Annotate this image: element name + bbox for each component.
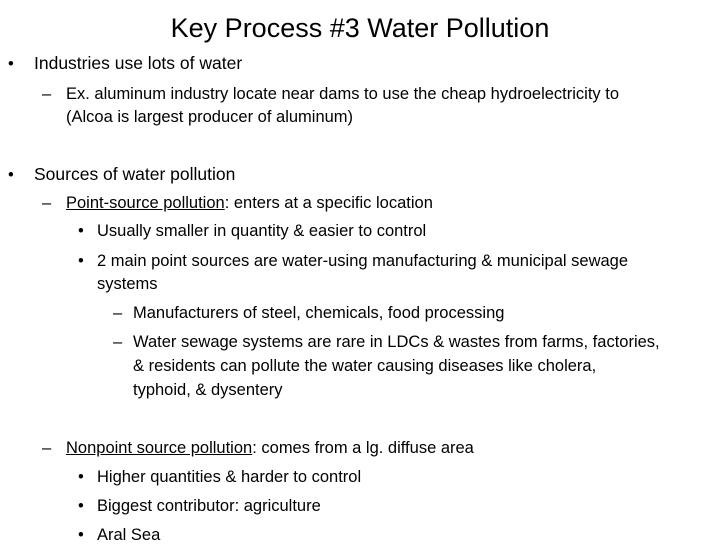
- bullet-marker: •: [8, 55, 14, 73]
- point-source-smaller: Usually smaller in quantity & easier to control: [97, 222, 427, 240]
- nonpoint-source-term: Nonpoint source pollution: [66, 439, 253, 457]
- bullet-marker: •: [78, 497, 84, 515]
- bullet-marker: •: [78, 252, 84, 270]
- dash-marker: –: [42, 439, 52, 457]
- bullet-sources-pollution: Sources of water pollution: [34, 164, 236, 184]
- dash-marker: –: [42, 85, 52, 103]
- sub-aluminum-line1: Ex. aluminum industry locate near dams to use the cheap hydroelectricity to: [66, 85, 620, 103]
- sewage-line1: Water sewage systems are rare in LDCs & wastes from farms, factories,: [133, 333, 660, 351]
- nonpoint-agriculture: Biggest contributor: agriculture: [97, 497, 321, 515]
- manufacturers-item: Manufacturers of steel, chemicals, food processing: [133, 304, 505, 322]
- point-source-main-line2: systems: [97, 275, 158, 293]
- sewage-line2: & residents can pollute the water causing diseases like cholera,: [133, 357, 597, 375]
- nonpoint-aral-sea: Aral Sea: [97, 526, 161, 544]
- nonpoint-source-heading: [66, 438, 474, 458]
- nonpoint-higher-quantities: Higher quantities & harder to control: [97, 468, 362, 486]
- sewage-line3: typhoid, & dysentery: [133, 381, 283, 399]
- point-source-heading: [66, 193, 433, 213]
- dash-marker: –: [113, 304, 123, 322]
- bullet-industries-water: Industries use lots of water: [34, 53, 243, 73]
- sub-aluminum-line2: (Alcoa is largest producer of aluminum): [66, 108, 354, 126]
- bullet-marker: •: [78, 468, 84, 486]
- point-source-main-line1: 2 main point sources are water-using manufacturing & municipal sewage: [97, 252, 629, 270]
- dash-marker: –: [42, 194, 52, 212]
- point-source-term: Point-source pollution: [66, 194, 225, 212]
- dash-marker: –: [113, 333, 123, 351]
- bullet-marker: •: [78, 526, 84, 544]
- point-source-desc: : enters at a specific location: [224, 194, 433, 212]
- nonpoint-source-desc: : comes from a lg. diffuse area: [252, 439, 474, 457]
- bullet-marker: •: [78, 222, 84, 240]
- bullet-marker: •: [8, 166, 14, 184]
- slide-title: Key Process #3 Water Pollution: [170, 13, 550, 43]
